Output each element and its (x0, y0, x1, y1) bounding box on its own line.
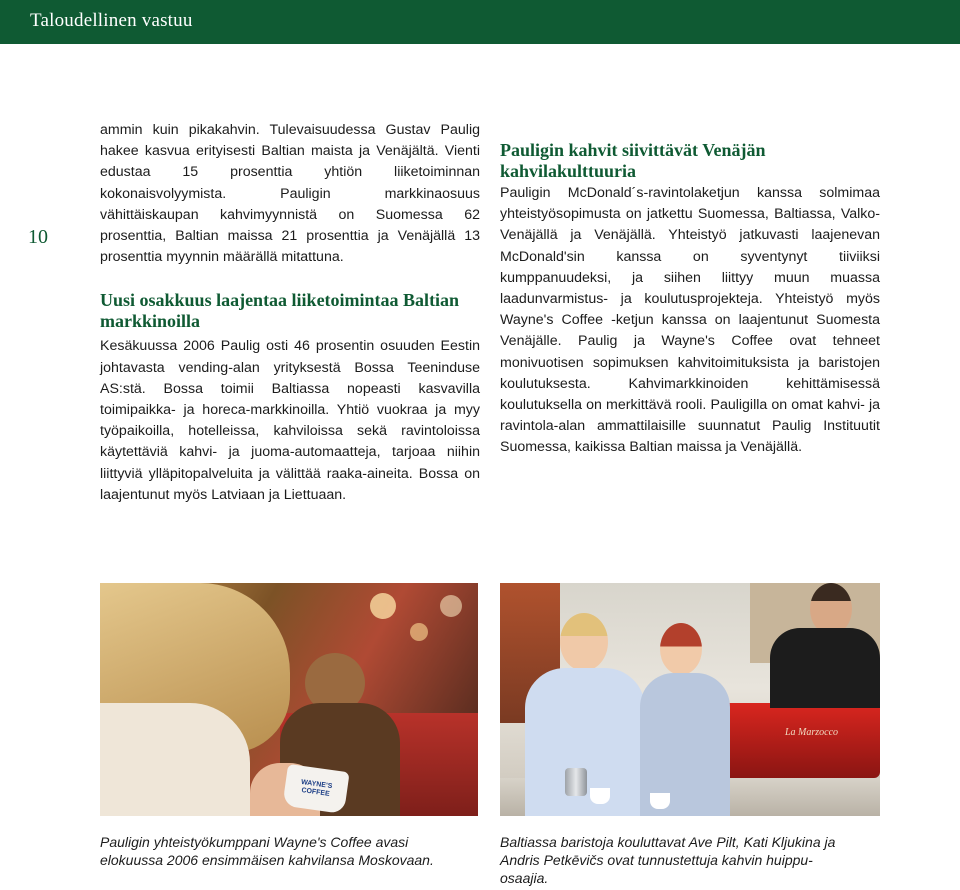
header-band (0, 0, 960, 44)
coffee-cup (282, 764, 349, 814)
cup-logo-text: WAYNE'S COFFEE (300, 778, 333, 798)
caption-right-photo: Baltiassa baristoja kouluttavat Ave Pilt, Kati Kljukina ja Andris Petkēvičs ovat tunnustettuja kahvin huippu- osaajia. (500, 834, 836, 886)
paragraph-bossa: Kesäkuussa 2006 Paulig osti 46 prosentin osuuden Eestin johtavasta vending-alan yrityksestä Bossa Teeninduse AS:stä. Bossa toimii Baltiassa nopeasti kasvavilla toimipaikka- ja horeca-markkinoilla. Yhtiö vuokraa ja myy työpaikoilla, hotelleissa, kahviloissa sekä ravintoloissa käytettäviä kahvi- ja juoma-automaatteja, tarjoaa niihin liittyviä ylläpitopalveluita ja välittää raaka-aineita. Bossa on laajentunut myös Latviaan ja Liettuaan. (100, 338, 480, 503)
espresso-machine (715, 703, 880, 778)
barista-man-body (770, 628, 880, 708)
section-title: Taloudellinen vastuu (30, 10, 193, 31)
photo-baristas (500, 583, 880, 816)
caption-left-photo: Pauligin yhteistyökumppani Wayne's Coffee avasi elokuussa 2006 ensimmäisen kahvilansa Moskovaan. (100, 834, 434, 868)
photo-waynes-coffee (100, 583, 478, 816)
bokeh-light (410, 623, 428, 641)
barista-woman-left-head (560, 613, 608, 671)
bokeh-light (370, 593, 396, 619)
section-heading-baltic: Uusi osakkuus laajentaa liiketoimintaa Baltian markkinoilla (100, 290, 460, 332)
cup (650, 793, 670, 809)
milk-pitcher (565, 768, 587, 796)
barista-woman-middle-head (660, 623, 702, 675)
cup (590, 788, 610, 804)
page-number: 10 (28, 226, 48, 248)
machine-brand-text: La Marzocco (785, 727, 839, 738)
intro-paragraph: ammin kuin pikakahvin. Tulevaisuudessa Gustav Paulig hakee kasvua erityisesti Baltian maista ja Venäjältä. Vienti edustaa 15 prosenttia yhtiön liiketoiminnan kokonaisvolyymista. Pauligin markkinaosuus vähittäiskaupan kahvimyynnistä on Suomessa 62 prosenttia, Baltian maissa 21 prosenttia ja Venäjällä 13 prosenttia myynnin määrällä mitattuna. (100, 122, 480, 266)
right-text-column (500, 140, 880, 459)
section-heading-russia: Pauligin kahvit siivittävät Venäjän kahvilakulttuuria (500, 140, 766, 181)
bokeh-light (440, 595, 462, 617)
paragraph-mcdonalds: Pauligin McDonald´s-ravintolaketjun kanssa solmimaa yhteistyösopimusta on jatkettu Suomessa, Baltiassa, Valko-Venäjällä ja Venäjällä. Yhteistyö jatkuvasti laajenevan McDonald'sin kanssa on syventynyt tiiviiksi kumppanuudeksi, ja siihen liittyy muun muassa laadunvarmistus- ja koulutusprojekteja. Yhteistyö myös Wayne's Coffee -ketjun kanssa on laajentunut Suomesta Venäjälle. Paulig ja Wayne's Coffee ovat tehneet monivuotisen sopimuksen kahvitoimituksista ja baristojen koulutuksesta. Kahvimarkkinoiden kehittämisessä koulutuksella on merkittävä rooli. Pauligilla on omat kahvi- ja ravintola-alan ammattilaisille suunnatut Paulig Instituutit Suomessa, kaikissa Baltian maissa ja Venäjällä. (500, 185, 880, 456)
left-text-column (100, 120, 480, 506)
woman-top (100, 703, 250, 816)
